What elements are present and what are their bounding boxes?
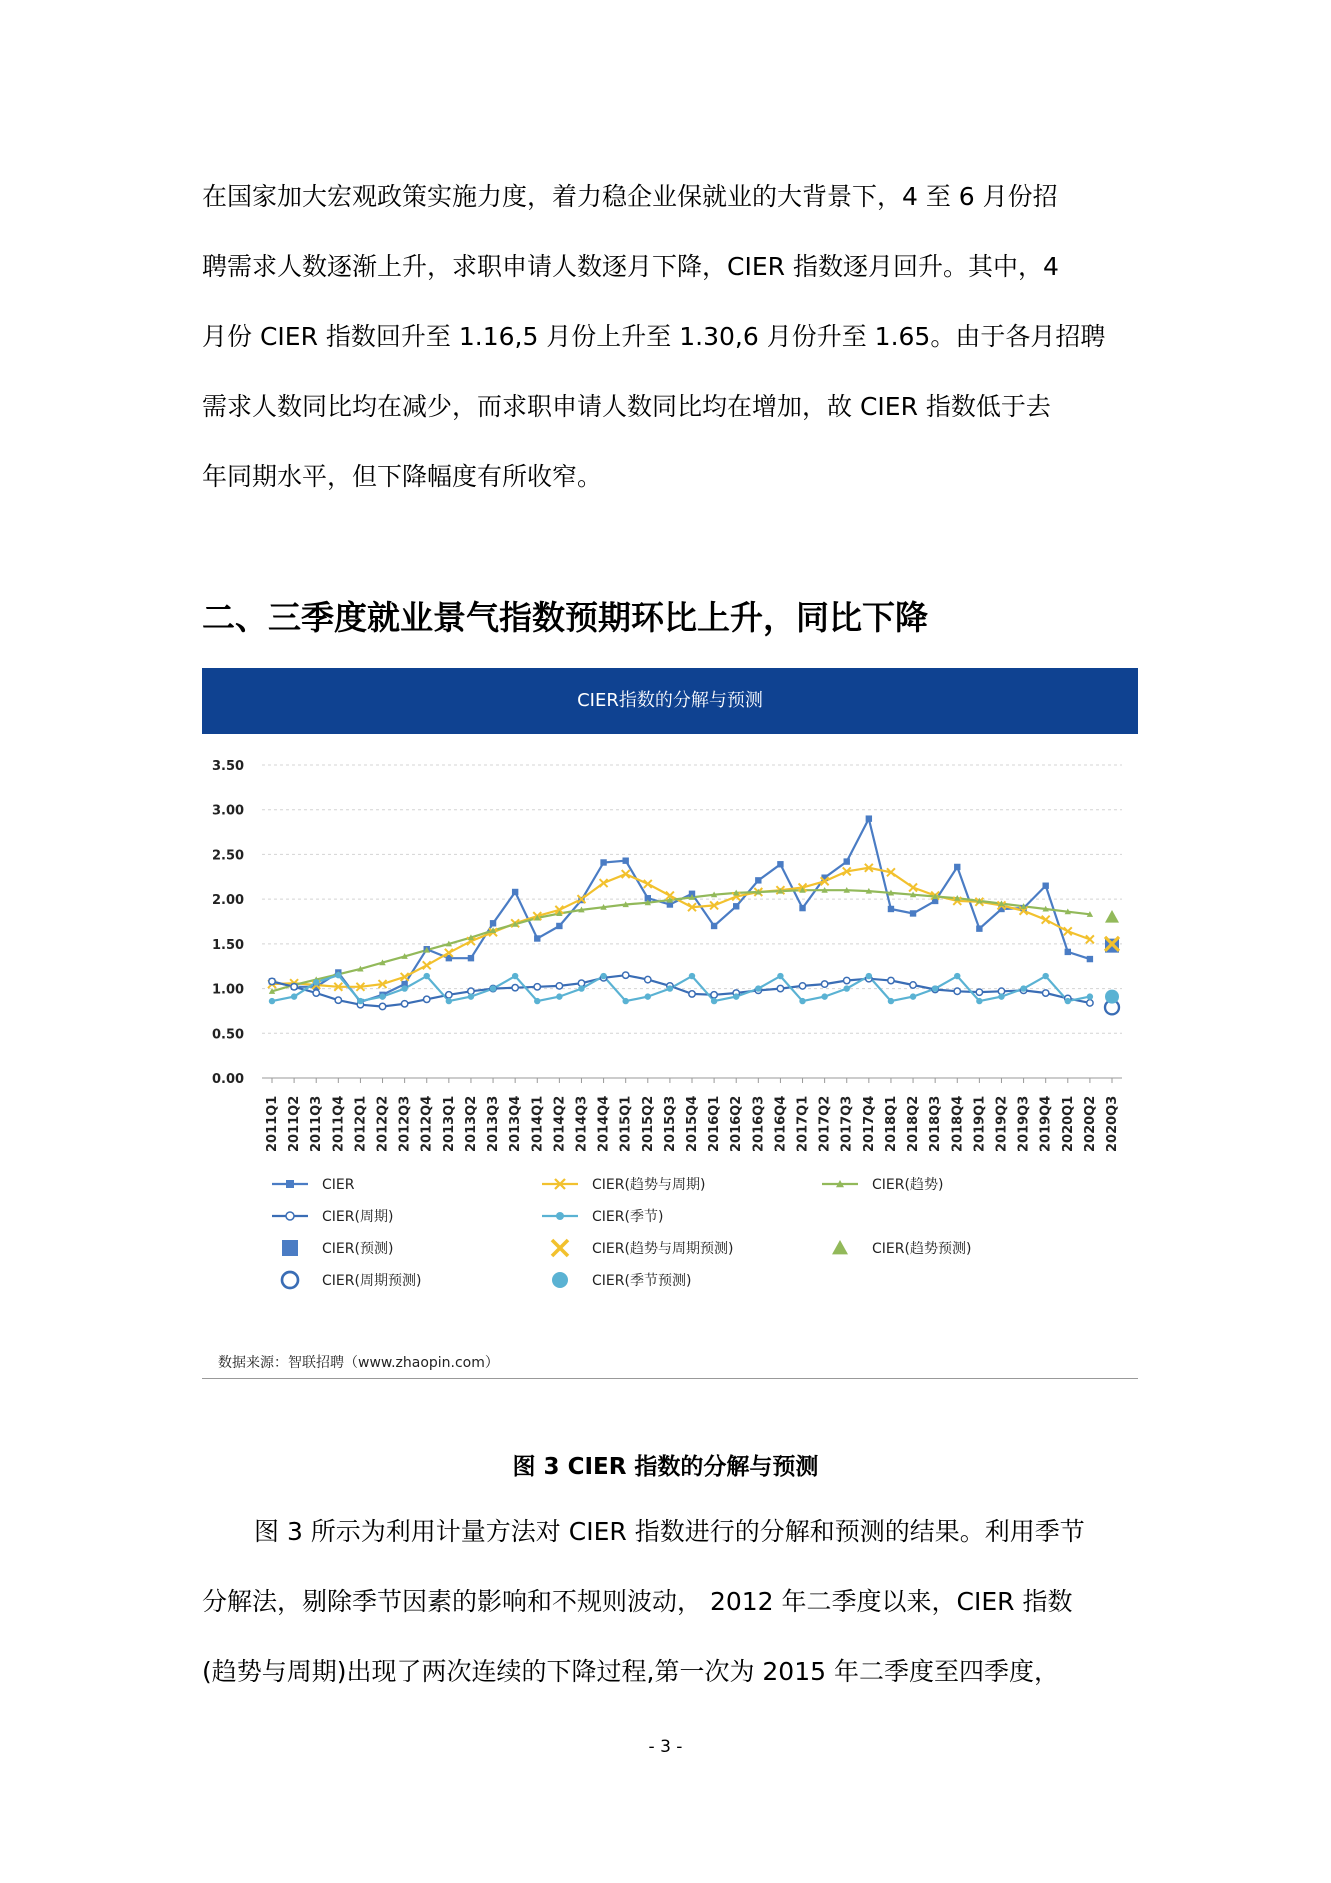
data-point	[844, 985, 850, 991]
data-point	[600, 859, 606, 865]
data-point	[932, 985, 938, 991]
intro-paragraph	[202, 162, 1138, 512]
data-point	[711, 998, 717, 1004]
data-point	[1020, 985, 1026, 991]
paragraph-line: 分解法，剔除季节因素的影响和不规则波动， 2012 年二季度以来，CIER 指数	[202, 1587, 1073, 1616]
x-tick-label: 2012Q3	[397, 1095, 413, 1152]
data-point	[622, 857, 628, 863]
source-divider	[202, 1378, 1138, 1379]
paragraph-line: 需求人数同比均在减少，而求职申请人数同比均在增加，故 CIER 指数低于去	[202, 392, 1051, 421]
data-point	[777, 973, 783, 979]
x-tick-label: 2015Q1	[618, 1095, 634, 1152]
legend-marker	[552, 1272, 568, 1288]
legend-label: CIER(季节)	[592, 1209, 664, 1225]
data-point	[269, 978, 275, 984]
x-tick-label: 2011Q4	[331, 1095, 347, 1152]
data-point	[534, 998, 540, 1004]
legend-marker	[556, 1212, 564, 1220]
data-point	[645, 993, 651, 999]
data-point	[954, 973, 960, 979]
x-tick-label: 2014Q1	[530, 1095, 546, 1152]
series-line	[272, 890, 1090, 991]
y-tick-label: 1.00	[212, 982, 245, 998]
data-point	[1042, 990, 1048, 996]
legend-label: CIER	[322, 1177, 355, 1193]
data-point	[998, 993, 1004, 999]
data-point	[711, 992, 717, 998]
legend-marker	[282, 1240, 298, 1256]
data-point	[1087, 993, 1093, 999]
data-point	[733, 903, 739, 909]
data-point	[799, 998, 805, 1004]
y-tick-label: 3.00	[212, 803, 245, 819]
x-tick-label: 2018Q3	[928, 1095, 944, 1152]
legend-label: CIER(趋势与周期预测)	[592, 1241, 734, 1257]
data-point	[777, 861, 783, 867]
legend-marker	[282, 1272, 298, 1288]
x-tick-label: 2016Q4	[773, 1095, 789, 1152]
data-point	[689, 991, 695, 997]
data-point	[379, 993, 385, 999]
legend-label: CIER(周期预测)	[322, 1273, 422, 1289]
x-tick-label: 2012Q1	[353, 1095, 369, 1152]
x-tick-label: 2019Q3	[1016, 1095, 1032, 1152]
x-tick-label: 2017Q1	[795, 1095, 811, 1152]
data-point	[622, 998, 628, 1004]
data-point	[689, 973, 695, 979]
data-point	[844, 858, 850, 864]
x-tick-label: 2011Q3	[309, 1095, 325, 1152]
data-point	[468, 993, 474, 999]
data-point	[490, 920, 496, 926]
data-point	[512, 889, 518, 895]
x-tick-label: 2015Q2	[640, 1095, 656, 1152]
series-line	[272, 819, 1090, 1002]
data-point	[490, 985, 496, 991]
legend-label: CIER(趋势与周期)	[592, 1177, 706, 1193]
x-tick-label: 2020Q3	[1105, 1095, 1120, 1152]
data-point	[556, 983, 562, 989]
y-tick-label: 2.00	[212, 893, 245, 909]
data-point	[534, 935, 540, 941]
data-point	[976, 998, 982, 1004]
legend-marker	[832, 1240, 848, 1254]
page-number: - 3 -	[648, 1737, 683, 1757]
data-point	[733, 993, 739, 999]
data-point	[424, 973, 430, 979]
data-point	[291, 993, 297, 999]
data-point	[755, 877, 761, 883]
data-point	[910, 993, 916, 999]
data-point	[799, 983, 805, 989]
x-tick-label: 2016Q2	[729, 1095, 745, 1152]
x-tick-label: 2019Q1	[972, 1095, 988, 1152]
x-tick-label: 2018Q1	[883, 1095, 899, 1152]
series-line	[272, 868, 1090, 987]
data-point	[291, 984, 297, 990]
legend-label: CIER(周期)	[322, 1209, 394, 1225]
data-point	[1065, 949, 1071, 955]
legend-label: CIER(趋势)	[872, 1177, 944, 1193]
data-point	[799, 905, 805, 911]
x-tick-label: 2016Q3	[751, 1095, 767, 1152]
x-tick-label: 2011Q2	[287, 1095, 303, 1152]
x-tick-label: 2019Q2	[994, 1095, 1010, 1152]
paragraph-line: 年同期水平，但下降幅度有所收窄。	[202, 462, 603, 491]
data-point	[910, 910, 916, 916]
x-tick-label: 2012Q2	[375, 1095, 391, 1152]
x-tick-label: 2011Q1	[265, 1095, 280, 1152]
data-point	[600, 973, 606, 979]
data-source-note: 数据来源：智联招聘（www.zhaopin.com）	[218, 1355, 499, 1371]
x-tick-label: 2017Q3	[839, 1095, 855, 1152]
forecast-point	[1105, 990, 1119, 1004]
data-point	[468, 955, 474, 961]
data-point	[667, 985, 673, 991]
x-tick-label: 2016Q1	[707, 1095, 723, 1152]
data-point	[357, 998, 363, 1004]
data-point	[424, 996, 430, 1002]
paragraph-line: 在国家加大宏观政策实施力度，着力稳企业保就业的大背景下，4 至 6 月份招	[202, 182, 1058, 211]
data-point	[888, 906, 894, 912]
data-point	[313, 979, 319, 985]
x-tick-label: 2020Q2	[1082, 1095, 1098, 1152]
data-point	[777, 985, 783, 991]
x-tick-label: 2012Q4	[419, 1095, 435, 1152]
legend-label: CIER(趋势预测)	[872, 1241, 972, 1257]
paragraph-line: (趋势与周期)出现了两次连续的下降过程,第一次为 2015 年二季度至四季度，	[202, 1657, 1059, 1686]
legend-label: CIER(预测)	[322, 1241, 394, 1257]
data-point	[313, 990, 319, 996]
x-tick-label: 2020Q1	[1060, 1095, 1076, 1152]
x-tick-label: 2017Q2	[817, 1095, 833, 1152]
legend-marker	[286, 1180, 294, 1188]
data-point	[622, 972, 628, 978]
data-point	[821, 981, 827, 987]
x-tick-label: 2014Q2	[552, 1095, 568, 1152]
data-point	[556, 923, 562, 929]
x-tick-label: 2017Q4	[861, 1095, 877, 1152]
x-tick-label: 2013Q3	[486, 1095, 502, 1152]
x-tick-label: 2013Q4	[508, 1095, 524, 1152]
data-point	[512, 984, 518, 990]
data-point	[335, 997, 341, 1003]
data-point	[335, 972, 341, 978]
data-point	[866, 973, 872, 979]
chart-title: CIER指数的分解与预测	[577, 690, 763, 711]
x-tick-label: 2014Q4	[596, 1095, 612, 1152]
data-point	[976, 925, 982, 931]
y-tick-label: 1.50	[212, 937, 245, 953]
figure-caption: 图 3 CIER 指数的分解与预测	[512, 1454, 819, 1480]
x-tick-label: 2014Q3	[574, 1095, 590, 1152]
data-point	[401, 985, 407, 991]
data-point	[821, 993, 827, 999]
x-tick-label: 2015Q3	[662, 1095, 678, 1152]
data-point	[1042, 883, 1048, 889]
data-point	[379, 1003, 385, 1009]
x-tick-label: 2019Q4	[1038, 1095, 1054, 1152]
data-point	[910, 982, 916, 988]
data-point	[954, 988, 960, 994]
data-point	[446, 998, 452, 1004]
data-point	[755, 985, 761, 991]
paragraph-line: 聘需求人数逐渐上升，求职申请人数逐月下降，CIER 指数逐月回升。其中，4	[202, 252, 1059, 281]
data-point	[446, 992, 452, 998]
data-point	[888, 998, 894, 1004]
y-tick-label: 2.50	[212, 848, 245, 864]
data-point	[556, 993, 562, 999]
paragraph-line: 图 3 所示为利用计量方法对 CIER 指数进行的分解和预测的结果。利用季节	[254, 1517, 1085, 1546]
data-point	[711, 923, 717, 929]
data-point	[1087, 1000, 1093, 1006]
x-tick-label: 2013Q1	[441, 1095, 457, 1152]
y-tick-label: 3.50	[212, 759, 245, 774]
data-point	[401, 1001, 407, 1007]
data-point	[512, 973, 518, 979]
data-point	[1087, 956, 1093, 962]
data-point	[954, 864, 960, 870]
chart-svg	[202, 668, 1138, 1380]
section-heading: 二、三季度就业景气指数预期环比上升，同比下降	[202, 598, 928, 637]
x-tick-label: 2015Q4	[685, 1095, 700, 1152]
data-point	[1065, 998, 1071, 1004]
legend-marker	[286, 1212, 294, 1220]
data-point	[645, 976, 651, 982]
data-point	[866, 815, 872, 821]
data-point	[578, 985, 584, 991]
x-tick-label: 2018Q4	[950, 1095, 966, 1152]
y-tick-label: 0.50	[212, 1027, 245, 1043]
data-point	[534, 984, 540, 990]
chart-figure	[202, 668, 1138, 1380]
legend-label: CIER(季节预测)	[592, 1273, 692, 1289]
data-point	[844, 977, 850, 983]
y-tick-label: 0.00	[212, 1072, 245, 1087]
data-point	[269, 998, 275, 1004]
data-point	[888, 977, 894, 983]
forecast-point	[1105, 910, 1119, 923]
x-tick-label: 2013Q2	[463, 1095, 479, 1152]
paragraph-line: 月份 CIER 指数回升至 1.16,5 月份上升至 1.30,6 月份升至 1.65。由于各月招聘	[202, 322, 1106, 351]
analysis-paragraph	[202, 1497, 1138, 1707]
data-point	[1042, 973, 1048, 979]
data-point	[976, 989, 982, 995]
x-tick-label: 2018Q2	[906, 1095, 922, 1152]
